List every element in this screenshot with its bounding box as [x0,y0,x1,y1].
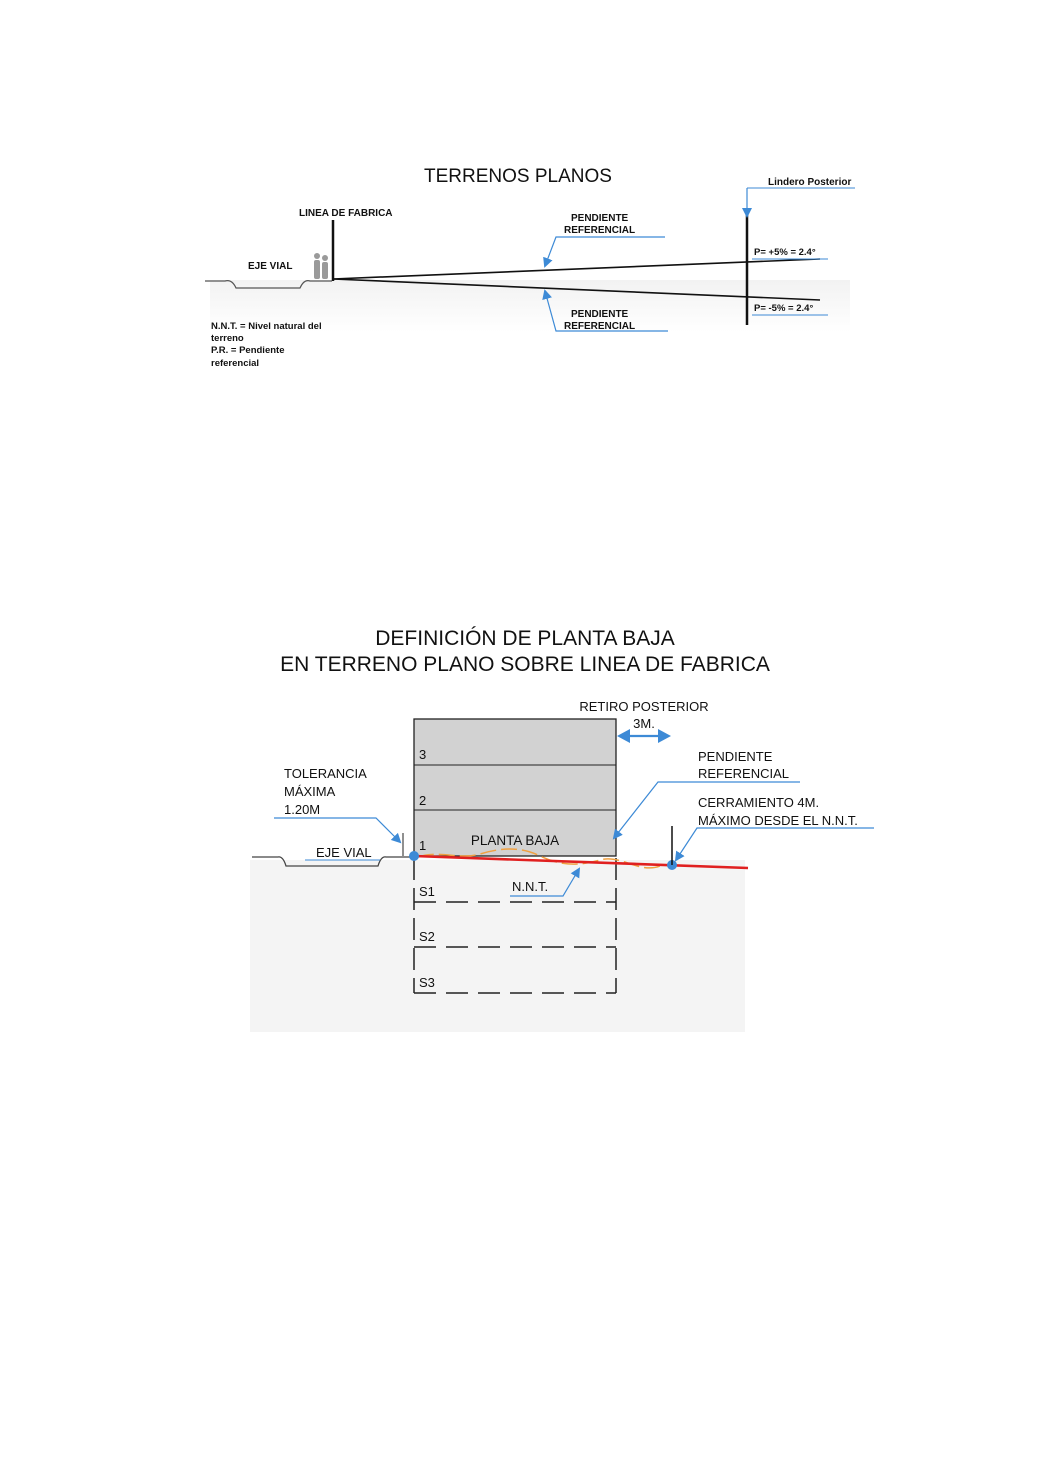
legend-line-1: N.N.T. = Nivel natural del [211,321,322,332]
p-minus-label: P= -5% = 2.4° [754,303,814,314]
diagram2-title-1: DEFINICIÓN DE PLANTA BAJA [375,627,675,650]
floor-3-label: 3 [419,747,427,762]
eje-vial-label: EJE VIAL [248,261,293,272]
retiro-label-1: RETIRO POSTERIOR [579,699,709,714]
pend-bot-label-2: REFERENCIAL [564,321,636,332]
line-start-marker [409,851,419,861]
legend-line-3: P.R. = Pendiente [211,345,285,356]
tolerancia-label-2: MÁXIMA [284,784,336,799]
diagram-terrenos-planos [205,166,855,369]
tolerancia-arrow [274,818,400,842]
tolerancia-label-3: 1.20M [284,802,321,817]
cerramiento-label-1: CERRAMIENTO 4M. [698,795,820,810]
diagram2-title-2: EN TERRENO PLANO SOBRE LINEA DE FABRICA [280,653,770,676]
pendiente-arrow [614,782,800,838]
legend-line-2: terreno [211,333,244,344]
tolerancia-label-1: TOLERANCIA [284,766,367,781]
cerramiento-arrow [676,828,874,860]
people-icon [314,253,328,279]
basement-s1-label: S1 [419,884,435,899]
retiro-arrow-left [617,729,630,743]
legend-line-4: referencial [211,358,260,369]
pend-top-label-1: PENDIENTE [571,213,629,224]
pendiente-label-1: PENDIENTE [698,749,773,764]
pend-top-label-2: REFERENCIAL [564,225,636,236]
eje-vial-label-2: EJE VIAL [316,845,372,860]
basement-s2-label: S2 [419,929,435,944]
ground-fill [250,860,745,1032]
lindero-label: Lindero Posterior [768,177,852,188]
p-plus-label: P= +5% = 2.4° [754,247,816,258]
diagram-planta-baja [250,627,874,1032]
pend-bot-label-1: PENDIENTE [571,309,629,320]
retiro-arrow-right [658,729,671,743]
retiro-label-2: 3M. [633,716,655,731]
basement-s3-label: S3 [419,975,435,990]
diagram1-title: TERRENOS PLANOS [424,166,612,187]
pendiente-label-2: REFERENCIAL [698,766,790,781]
cerramiento-label-2: MÁXIMO DESDE EL N.N.T. [698,813,858,828]
linea-fabrica-label: LINEA DE FABRICA [299,208,393,219]
nnt-label: N.N.T. [512,879,549,894]
floor-1-label: 1 [419,838,427,853]
pend-top-arrow [545,237,665,266]
planta-baja-label: PLANTA BAJA [470,833,560,848]
floor-2-label: 2 [419,793,427,808]
